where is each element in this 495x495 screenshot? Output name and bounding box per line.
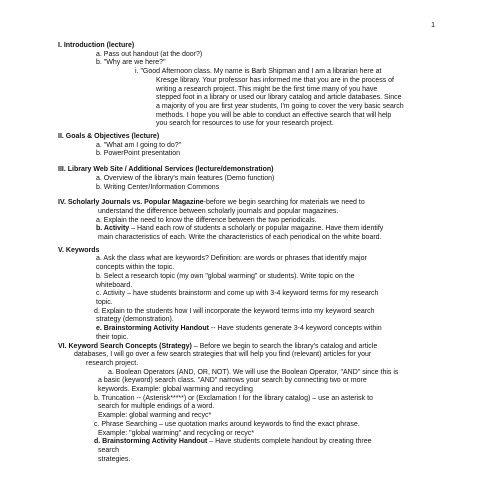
outline-item: c. Phrase Searching – use quotation marks around keywords to find the exact phrase.: [94, 420, 360, 428]
outline-text-line: concepts within the topic.: [96, 264, 175, 272]
outline-text-line: Example: "global warming" and recycling or recyc*: [98, 429, 254, 437]
outline-item: a. Explain the need to know the difference between the two periodicals.: [96, 216, 317, 224]
outline-item: a. Ask the class what are keywords? Definition: are words or phrases that identify major: [96, 255, 367, 263]
outline-text-line: a basic (keyword) search class. "AND" narrows your search by connecting two or more: [98, 377, 367, 385]
outline-text-line: search: [98, 446, 120, 454]
section-heading-keywords: V. Keywords: [58, 246, 100, 254]
outline-text-line: topic.: [96, 298, 113, 306]
outline-text-line: strategies.: [98, 455, 131, 463]
section-heading-library-web-site: III. Library Web Site / Additional Services (lecture/demonstration): [58, 166, 274, 174]
handout-label: d. Brainstorming Activity Handout: [94, 438, 208, 446]
outline-text-line: methods. I hope you will be able to conduct an effective search that will help: [156, 111, 392, 119]
section-heading-goals: II. Goals & Objectives (lecture): [58, 133, 160, 141]
section-heading-text: -before we begin searching for materials we need to: [203, 199, 365, 207]
outline-subitem: i. "Good Afternoon class. My name is Barb Shipman and I am a librarian here at: [135, 68, 382, 76]
page-number: 1: [431, 22, 435, 29]
outline-item: a. "What am I going to do?": [96, 141, 182, 149]
outline-item-text: -- Have students generate 3-4 keyword concepts within: [208, 325, 382, 333]
outline-text-line: search for multiple endings of a word.: [98, 403, 215, 411]
section-heading-keyword-search-concepts: VI. Keyword Search Concepts (Strategy): [58, 342, 192, 350]
handout-label: e. Brainstorming Activity Handout: [96, 325, 209, 333]
outline-text-line: a majority of you are first year students, I'm going to cover the very basic search: [156, 102, 404, 110]
outline-item: b. Writing Center/Information Commons: [96, 183, 220, 191]
activity-label: b. Activity: [96, 225, 130, 233]
lesson-outline: [58, 42, 436, 464]
outline-item: d. Explain to the students how I will incorporate the keyword terms into my keyword search: [94, 307, 375, 315]
outline-item: b. "Why are we here?": [96, 59, 166, 67]
outline-item: a. Pass out handout (at the door?): [96, 50, 203, 58]
section-line: [58, 343, 436, 352]
outline-item: b. Select a research topic (my own "global warming" or students). Write topic on the: [96, 272, 355, 280]
outline-item-text: – Have students complete handout by creating three: [207, 438, 372, 446]
outline-text-line: you search for resources to use for your research project.: [156, 120, 334, 128]
section-line: [58, 199, 436, 208]
outline-item: b. Truncation -- (Asterisk*****) or (Exclamation ! for the library catalog) – use an asterisk to: [94, 394, 373, 402]
outline-text-line: Kresge library. Your professor has informed me that you are in the process of: [156, 76, 394, 84]
outline-text-line: understand the difference between scholarly journals and popular magazines.: [98, 207, 339, 215]
section-heading-scholarly-journals: IV. Scholarly Journals vs. Popular Magazine: [58, 199, 204, 207]
section-heading-introduction: I. Introduction (lecture): [58, 42, 135, 49]
outline-item-text: – Hand each row of students a scholarly or popular magazine. Have them identify: [129, 225, 384, 233]
outline-text-line: main characteristics of each. Write the characteristics of each periodical on the white board.: [98, 234, 382, 242]
outline-text-line: research project.: [86, 359, 139, 367]
outline-item: a. Boolean Operators (AND, OR, NOT). We will use the Boolean Operator, "AND" since this is: [108, 368, 399, 376]
outline-text-line: databases, I will go over a few search strategies that will help you find (relevant) articles for your: [74, 351, 372, 359]
outline-item: a. Overview of the library's main features (Demo function): [96, 174, 275, 182]
outline-text-line: strategy (demonstration).: [96, 316, 174, 324]
section-heading-text: – Before we begin to search the library's catalog and article: [191, 342, 378, 350]
outline-text-line: writing a research project. This might be the first time many of you have: [156, 85, 378, 93]
outline-text-line: stepped foot in a library or used our library catalog and article databases. Since: [156, 94, 402, 102]
outline-item: b. PowerPoint presentation: [96, 150, 181, 158]
outline-text-line: keywords. Example: global warming and recycling: [98, 386, 253, 394]
outline-item: c. Activity – have students brainstorm and come up with 3-4 keyword terms for my research: [96, 290, 379, 298]
outline-item: [58, 225, 436, 234]
outline-text-line: Example: global warming and recyc*: [98, 412, 212, 420]
outline-text-line: their topic.: [96, 333, 129, 341]
outline-text-line: whiteboard.: [96, 281, 133, 289]
outline-item: [58, 325, 436, 334]
outline-item: [58, 438, 436, 447]
